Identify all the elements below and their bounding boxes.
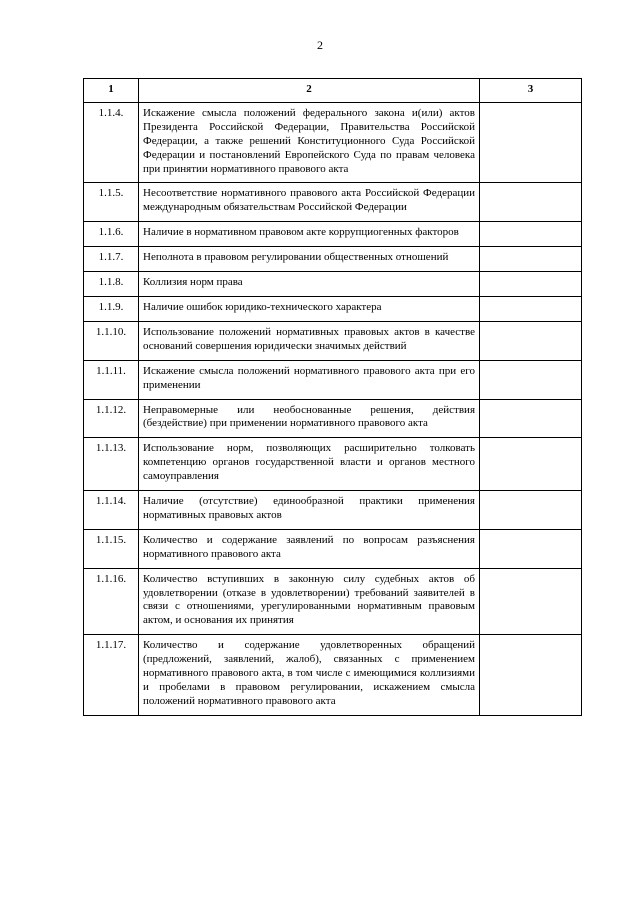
row-text: Наличие ошибок юридико-технического характера bbox=[139, 296, 480, 321]
table-row bbox=[84, 438, 582, 491]
row-text: Наличие (отсутствие) единообразной практики применения нормативных правовых актов bbox=[139, 491, 480, 530]
table-row bbox=[84, 222, 582, 247]
row-number: 1.1.9. bbox=[84, 296, 139, 321]
row-value-cell bbox=[480, 568, 582, 635]
table-row bbox=[84, 529, 582, 568]
row-number: 1.1.15. bbox=[84, 529, 139, 568]
row-text: Количество и содержание удовлетворенных обращений (предложений, заявлений, жалоб), связанных с применением нормативного правового акта, в том числе с имеющимися коллизиями и пробелами в правовом регулировании, искажением смысла положений нормативного правового акта bbox=[139, 635, 480, 716]
row-number: 1.1.12. bbox=[84, 399, 139, 438]
page-number: 2 bbox=[317, 38, 323, 52]
table-row bbox=[84, 183, 582, 222]
row-text: Использование норм, позволяющих расширительно толковать компетенцию органов государственной власти и органов местного самоуправления bbox=[139, 438, 480, 491]
row-value-cell bbox=[480, 102, 582, 183]
column-header-3: 3 bbox=[480, 79, 582, 103]
column-header-1: 1 bbox=[84, 79, 139, 103]
row-number: 1.1.8. bbox=[84, 272, 139, 297]
table-header-row bbox=[84, 79, 582, 103]
row-value-cell bbox=[480, 247, 582, 272]
row-text: Коллизия норм права bbox=[139, 272, 480, 297]
column-header-2: 2 bbox=[139, 79, 480, 103]
row-number: 1.1.16. bbox=[84, 568, 139, 635]
row-text: Искажение смысла положений федерального закона и(или) актов Президента Российской Федерации, Правительства Российской Федерации, а также решений Конституционного Суда Российской Федерации и постановлений Европейского Суда по правам человека при принятии нормативного правового акта bbox=[139, 102, 480, 183]
row-value-cell bbox=[480, 360, 582, 399]
row-value-cell bbox=[480, 222, 582, 247]
row-value-cell bbox=[480, 321, 582, 360]
row-number: 1.1.7. bbox=[84, 247, 139, 272]
row-number: 1.1.4. bbox=[84, 102, 139, 183]
table-row bbox=[84, 399, 582, 438]
table-row bbox=[84, 247, 582, 272]
table-row bbox=[84, 568, 582, 635]
row-text: Наличие в нормативном правовом акте коррупциогенных факторов bbox=[139, 222, 480, 247]
row-text: Использование положений нормативных правовых актов в качестве оснований совершения юридически значимых действий bbox=[139, 321, 480, 360]
row-text: Количество и содержание заявлений по вопросам разъяснения нормативного правового акта bbox=[139, 529, 480, 568]
row-number: 1.1.5. bbox=[84, 183, 139, 222]
row-number: 1.1.10. bbox=[84, 321, 139, 360]
table-row bbox=[84, 272, 582, 297]
row-number: 1.1.13. bbox=[84, 438, 139, 491]
row-number: 1.1.6. bbox=[84, 222, 139, 247]
row-value-cell bbox=[480, 529, 582, 568]
row-value-cell bbox=[480, 399, 582, 438]
table-row bbox=[84, 635, 582, 716]
criteria-table bbox=[83, 78, 582, 716]
table-row bbox=[84, 321, 582, 360]
table-row bbox=[84, 491, 582, 530]
table-row bbox=[84, 296, 582, 321]
row-text: Неполнота в правовом регулировании общественных отношений bbox=[139, 247, 480, 272]
row-number: 1.1.17. bbox=[84, 635, 139, 716]
row-value-cell bbox=[480, 296, 582, 321]
row-value-cell bbox=[480, 491, 582, 530]
row-text: Количество вступивших в законную силу судебных актов об удовлетворении (отказе в удовлетворении) требований заявителей в связи с отношениями, урегулированными нормативным правовым актом, и основания их принятия bbox=[139, 568, 480, 635]
table-row bbox=[84, 360, 582, 399]
row-value-cell bbox=[480, 438, 582, 491]
table-row bbox=[84, 102, 582, 183]
row-text: Искажение смысла положений нормативного правового акта при его применении bbox=[139, 360, 480, 399]
row-value-cell bbox=[480, 272, 582, 297]
row-value-cell bbox=[480, 183, 582, 222]
row-number: 1.1.11. bbox=[84, 360, 139, 399]
row-text: Неправомерные или необоснованные решения, действия (бездействие) при применении нормативного правового акта bbox=[139, 399, 480, 438]
row-text: Несоответствие нормативного правового акта Российской Федерации международным обязательствам Российской Федерации bbox=[139, 183, 480, 222]
row-number: 1.1.14. bbox=[84, 491, 139, 530]
row-value-cell bbox=[480, 635, 582, 716]
